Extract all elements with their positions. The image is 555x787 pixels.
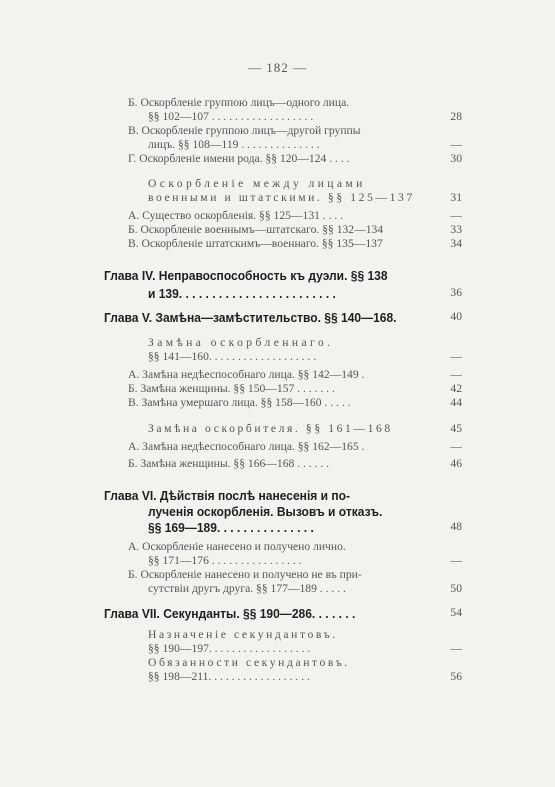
toc-page-ref: 31 [450, 191, 462, 204]
toc-page-ref: 28 [450, 110, 462, 123]
toc-line: военными и штатскими. §§ 125—137 [148, 191, 415, 204]
toc-line: В. Оскорбленіе штатскимъ—военнаго. §§ 135—137 [128, 237, 383, 250]
toc-line: §§ 141—160. . . . . . . . . . . . . . . . . . . [148, 350, 317, 363]
toc-page-ref: 40 [450, 310, 462, 323]
toc-page-ref: 45 [450, 422, 462, 435]
toc-line: Б. Оскорбленіе нанесено и получено не въ при- [128, 568, 362, 581]
toc-page-ref: 54 [450, 606, 462, 619]
toc-page-ref: — [450, 350, 462, 363]
chapter-heading-line: §§ 169—189. . . . . . . . . . . . . . . [148, 520, 314, 535]
toc-page-ref: 42 [450, 382, 462, 395]
toc-line: А. Существо оскорбленія. §§ 125—131 . . . . [128, 209, 344, 222]
chapter-heading-line: лученія оскорбленія. Вызовъ и отказъ. [148, 504, 383, 519]
toc-page-ref: 56 [450, 670, 462, 683]
toc-line: А. Замѣна недѣеспособнаго лица. §§ 142—149 . [128, 368, 365, 381]
toc-line: Обязанности секундантовъ. [148, 656, 350, 669]
toc-line: §§ 198—211. . . . . . . . . . . . . . . . . . [148, 670, 310, 683]
toc-line: Замѣна оскорбителя. §§ 161—168 [148, 422, 393, 435]
toc-page-ref: 34 [450, 237, 462, 250]
toc-page-ref: 30 [450, 152, 462, 165]
toc-page-ref: — [450, 554, 462, 567]
toc-line: лицъ. §§ 108—119 . . . . . . . . . . . . . . [148, 138, 320, 151]
toc-line: Б. Замѣна женщины. §§ 150—157 . . . . . . . [128, 382, 335, 395]
toc-line: Оскорбленіе между лицами [148, 177, 366, 190]
toc-page-ref: — [450, 440, 462, 453]
toc-page-ref: 48 [450, 520, 462, 533]
toc-line: Б. Оскорбленіе военнымъ—штатскаго. §§ 132—134 [128, 223, 384, 236]
toc-page-ref: 36 [450, 286, 462, 299]
chapter-heading-line: Глава VI. Дѣйствія послѣ нанесенія и по- [104, 488, 351, 503]
toc-line: В. Оскорбленіе группою лицъ—другой группы [128, 124, 361, 137]
toc-line: Г. Оскорбленіе имени рода. §§ 120—124 . . . . [128, 152, 350, 165]
chapter-heading-line: Глава V. Замѣна—замѣстительство. §§ 140—168. [104, 310, 397, 325]
toc-page-ref: 44 [450, 396, 462, 409]
toc-line: §§ 102—107 . . . . . . . . . . . . . . . . . . [148, 110, 314, 123]
toc-line: Б. Замѣна женщины. §§ 166—168 . . . . . . [128, 457, 330, 470]
toc-page-ref: 46 [450, 457, 462, 470]
toc-line: Назначеніе секундантовъ. [148, 628, 338, 641]
toc-line: В. Замѣна умершаго лица. §§ 158—160 . . . . . [128, 396, 351, 409]
toc-line: §§ 171—176 . . . . . . . . . . . . . . . . [148, 554, 302, 567]
toc-page-ref: 33 [450, 223, 462, 236]
chapter-heading-line: и 139. . . . . . . . . . . . . . . . . . . . . . . . [148, 286, 336, 301]
toc-page-ref: — [450, 642, 462, 655]
chapter-heading-line: Глава VII. Секунданты. §§ 190—286. . . . . . . [104, 606, 356, 621]
toc-page-ref: — [450, 138, 462, 151]
toc-page-ref: — [450, 368, 462, 381]
chapter-heading-line: Глава IV. Неправоспособность къ дуэли. §§ 138 [104, 268, 388, 283]
toc-line: А. Оскорбленіе нанесено и получено лично. [128, 540, 346, 553]
toc-page-ref: — [450, 209, 462, 222]
toc-line: Замѣна оскорбленнаго. [148, 336, 334, 349]
toc-line: Б. Оскорбленіе группою лицъ—одного лица. [128, 96, 350, 109]
toc-line: сутствіи другъ друга. §§ 177—189 . . . . . [148, 582, 346, 595]
toc-line: А. Замѣна недѣеспособнаго лица. §§ 162—165 . [128, 440, 365, 453]
toc-page-ref: 50 [450, 582, 462, 595]
page-number: — 182 — [248, 60, 307, 75]
toc-line: §§ 190—197. . . . . . . . . . . . . . . . . . [148, 642, 311, 655]
